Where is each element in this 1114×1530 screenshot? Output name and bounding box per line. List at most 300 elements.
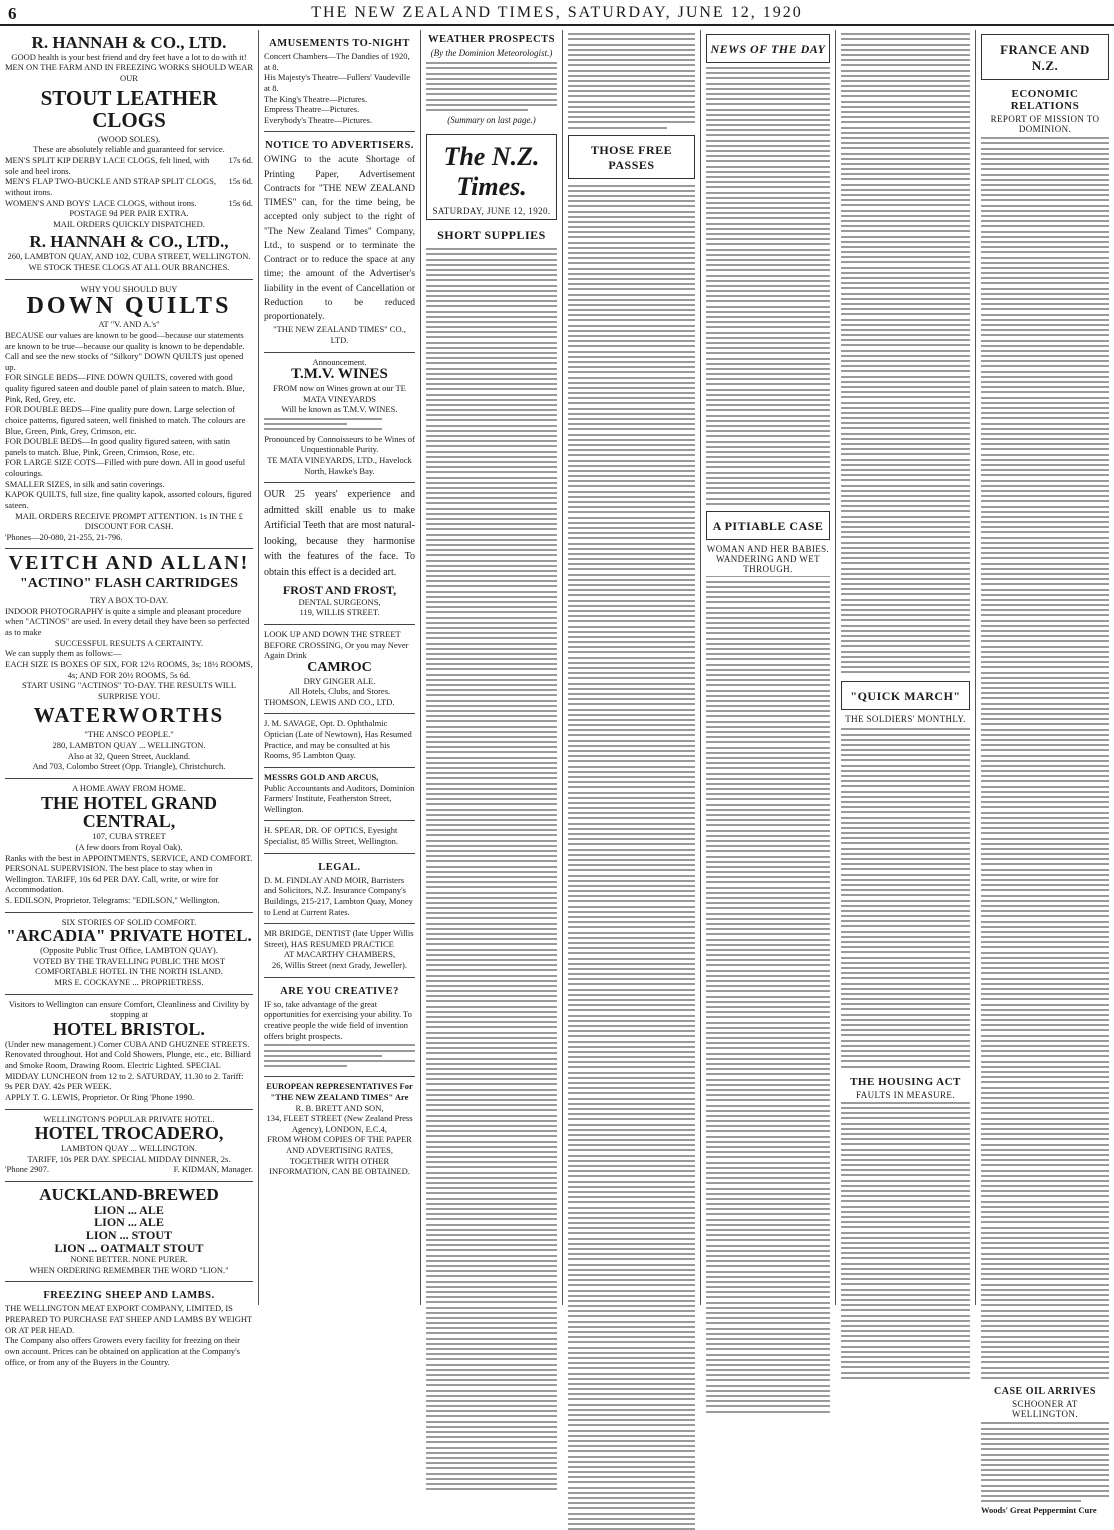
text-line	[426, 1166, 557, 1168]
section-heading: AMUSEMENTS TO-NIGHT	[269, 38, 410, 49]
text-line	[841, 531, 970, 533]
text-line	[426, 67, 557, 69]
text-line	[426, 585, 557, 587]
freezing-sheep-ad	[5, 1282, 253, 1373]
text-line	[981, 1097, 1109, 1099]
text-line	[426, 93, 557, 95]
text-line	[568, 268, 695, 270]
text-line	[981, 158, 1109, 160]
text-line	[981, 609, 1109, 611]
text-line	[981, 542, 1109, 544]
text-line	[568, 283, 695, 285]
text-line	[841, 1309, 970, 1311]
text-line	[568, 823, 695, 825]
text-line	[981, 521, 1109, 523]
text-line	[426, 1104, 557, 1106]
text-line	[841, 106, 970, 108]
text-line	[706, 269, 830, 271]
text-line	[426, 290, 557, 292]
text-lines	[568, 33, 695, 128]
text-line	[841, 251, 970, 253]
text-line	[426, 1063, 557, 1065]
text-line	[841, 645, 970, 647]
text-line	[981, 303, 1109, 305]
text-line	[841, 1008, 970, 1010]
text-line	[426, 829, 557, 831]
text-line	[981, 397, 1109, 399]
ad-text: D. M. FINDLAY AND MOIR, Barristers and Solicitors, N.Z. Insurance Company's Buildings, 215-217, Lambton Quay, Money to Lend at Current Rates.	[264, 874, 413, 917]
text-line	[841, 137, 970, 139]
text-line	[981, 428, 1109, 430]
text-line	[706, 300, 830, 302]
summary-note: (Summary on last page.)	[447, 115, 536, 126]
listing: Everybody's Theatre—Pictures.	[264, 114, 373, 125]
text-line	[981, 1315, 1109, 1317]
text-line	[706, 114, 830, 116]
listing: Empress Theatre—Pictures.	[264, 104, 360, 115]
text-line	[568, 111, 695, 113]
text-line	[841, 153, 970, 155]
text-line	[426, 62, 557, 64]
text-line	[426, 1327, 557, 1329]
text-line	[426, 1452, 557, 1454]
text-line	[568, 1331, 695, 1333]
text-line	[981, 355, 1109, 357]
text-line	[981, 936, 1109, 938]
ad-text: H. SPEAR, DR. OF OPTICS, Eyesight Specialist, 85 Willis Street, Wellington.	[264, 825, 398, 847]
text-line	[841, 1299, 970, 1301]
text-line	[426, 985, 557, 987]
article-subheading: WANDERING AND WET THROUGH.	[715, 554, 821, 574]
text-line	[426, 1270, 557, 1272]
text-line	[706, 197, 830, 199]
text-line	[426, 1343, 557, 1345]
text-line	[706, 166, 830, 168]
text-line	[568, 1487, 695, 1489]
text-line	[426, 814, 557, 816]
text-line	[841, 178, 970, 180]
text-line	[841, 739, 970, 741]
text-line	[841, 433, 970, 435]
text-line	[706, 93, 830, 95]
text-line	[706, 700, 830, 702]
text-line	[568, 527, 695, 529]
text-line	[706, 326, 830, 328]
text-line	[426, 1172, 557, 1174]
text-line	[568, 101, 695, 103]
byline: (By the Dominion Meteorologist.)	[430, 48, 553, 58]
text-line	[426, 907, 557, 909]
text-line	[568, 797, 695, 799]
text-line	[841, 920, 970, 922]
text-line	[706, 1141, 830, 1143]
text-line	[568, 579, 695, 581]
text-line	[841, 1289, 970, 1291]
ad-title: FREEZING SHEEP AND LAMBS.	[43, 1290, 215, 1302]
text-line	[981, 1351, 1109, 1353]
text-line	[426, 1478, 557, 1480]
text-line	[706, 1312, 830, 1314]
text-line	[568, 85, 695, 87]
text-line	[568, 439, 695, 441]
text-line	[426, 954, 557, 956]
text-line	[426, 78, 557, 80]
text-line	[568, 1347, 695, 1349]
text-line	[426, 1410, 557, 1412]
text-line	[841, 671, 970, 673]
text-line	[426, 430, 557, 432]
text-line	[841, 822, 970, 824]
text-line	[981, 1190, 1109, 1192]
text-line	[568, 195, 695, 197]
text-line	[841, 557, 970, 559]
text-line	[841, 796, 970, 798]
text-line	[841, 1200, 970, 1202]
text-line	[426, 1260, 557, 1262]
text-line	[706, 275, 830, 277]
text-line	[568, 1419, 695, 1421]
text-line	[706, 1307, 830, 1309]
text-line	[706, 1203, 830, 1205]
text-line	[568, 1118, 695, 1120]
text-line	[426, 886, 557, 888]
text-line	[706, 1162, 830, 1164]
text-line	[426, 1083, 557, 1085]
text-line	[841, 1304, 970, 1306]
text-line	[568, 812, 695, 814]
text-line	[426, 1006, 557, 1008]
text-line	[706, 1338, 830, 1340]
ad-text: Call and see the new stocks of "Silkory" DOWN QUILTS just opened up.	[5, 351, 244, 372]
text-line	[981, 1356, 1109, 1358]
text-line	[981, 1014, 1109, 1016]
text-line	[568, 325, 695, 327]
text-line	[568, 1238, 695, 1240]
text-line	[568, 205, 695, 207]
text-line	[841, 184, 970, 186]
text-line	[841, 1278, 970, 1280]
text-line	[568, 44, 695, 46]
listing: The King's Theatre—Pictures.	[264, 93, 368, 104]
text-line	[426, 1156, 557, 1158]
text-line	[841, 1102, 970, 1104]
text-line	[426, 980, 557, 982]
text-line	[426, 881, 557, 883]
listing: His Majesty's Theatre—Fullers' Vaudeville at 8.	[264, 72, 411, 93]
text-line	[706, 1089, 830, 1091]
text-line	[706, 824, 830, 826]
text-line	[841, 884, 970, 886]
text-line	[706, 715, 830, 717]
text-line	[568, 371, 695, 373]
text-line	[981, 205, 1109, 207]
text-line	[981, 1227, 1109, 1229]
text-line	[568, 615, 695, 617]
text-line	[841, 946, 970, 948]
text-line	[706, 383, 830, 385]
text-line	[426, 902, 557, 904]
text-line	[426, 617, 557, 619]
text-line	[426, 456, 557, 458]
text-line	[426, 943, 557, 945]
text-line	[706, 124, 830, 126]
text-line	[841, 1180, 970, 1182]
text-line	[426, 279, 557, 281]
text-line	[426, 1467, 557, 1469]
text-line	[568, 1362, 695, 1364]
text-lines	[426, 248, 557, 1490]
text-line	[981, 199, 1109, 201]
text-line	[568, 423, 695, 425]
text-line	[981, 687, 1109, 689]
text-line	[426, 1374, 557, 1376]
text-line	[706, 321, 830, 323]
text-line	[841, 407, 970, 409]
text-line	[426, 777, 557, 779]
text-line	[568, 460, 695, 462]
text-line	[981, 345, 1109, 347]
text-line	[981, 1112, 1109, 1114]
text-line	[841, 759, 970, 761]
text-line	[981, 371, 1109, 373]
text-line	[568, 900, 695, 902]
text-line	[426, 824, 557, 826]
text-line	[981, 1278, 1109, 1280]
section-heading: LEGAL.	[318, 861, 361, 873]
text-line	[981, 983, 1109, 985]
text-line	[706, 944, 830, 946]
ad-text: MR BRIDGE, DENTIST (late Upper Willis Street), HAS RESUMED PRACTICE	[264, 928, 414, 949]
text-lines	[568, 185, 695, 1530]
text-line	[841, 1107, 970, 1109]
text-line	[706, 192, 830, 194]
text-line	[706, 498, 830, 500]
text-line	[426, 1135, 557, 1137]
text-line	[706, 881, 830, 883]
ad-text: Ranks with the best in APPOINTMENTS, SERVICE, AND COMFORT. PERSONAL SUPERVISION. The best place to stay when in Wellington. TARIFF, 10s 6d PER DAY. Call, write, or wire for Accommodation.	[5, 852, 253, 895]
text-line	[841, 168, 970, 170]
text-line	[426, 477, 557, 479]
text-line	[706, 964, 830, 966]
text-line	[568, 200, 695, 202]
text-line	[568, 413, 695, 415]
text-line	[981, 780, 1109, 782]
section-heading: ARE YOU CREATIVE?	[280, 985, 399, 997]
text-line	[841, 230, 970, 232]
text-line	[981, 511, 1109, 513]
text-line	[426, 471, 557, 473]
text-line	[981, 174, 1109, 176]
text-line	[426, 1473, 557, 1475]
text-line	[981, 661, 1109, 663]
text-line	[706, 607, 830, 609]
text-line	[981, 1087, 1109, 1089]
text-line	[706, 492, 830, 494]
text-line	[426, 1229, 557, 1231]
text-line	[568, 470, 695, 472]
text-line	[568, 242, 695, 244]
text-line	[981, 142, 1109, 144]
text-line	[426, 705, 557, 707]
text-line	[981, 1118, 1109, 1120]
text-line	[706, 887, 830, 889]
text-line	[568, 895, 695, 897]
text-line	[426, 1182, 557, 1184]
text-line	[841, 402, 970, 404]
text-line	[841, 842, 970, 844]
text-line	[568, 594, 695, 596]
text-line	[426, 1161, 557, 1163]
text-line	[568, 1124, 695, 1126]
text-line	[981, 900, 1109, 902]
text-line	[568, 543, 695, 545]
ad-text: WELLINGTON'S POPULAR PRIVATE HOTEL.	[43, 1113, 215, 1124]
text-line	[426, 482, 557, 484]
text-line	[426, 1379, 557, 1381]
text-line	[841, 267, 970, 269]
text-line	[426, 1125, 557, 1127]
text-line	[706, 783, 830, 785]
text-line	[841, 744, 970, 746]
text-line	[981, 329, 1109, 331]
text-line	[981, 1454, 1109, 1456]
text-line	[981, 1055, 1109, 1057]
text-line	[841, 158, 970, 160]
text-line	[568, 1258, 695, 1260]
text-line	[426, 513, 557, 515]
ad-title: WATERWORTHS	[33, 703, 225, 728]
hotel-trocadero-ad	[5, 1110, 253, 1182]
text-line	[841, 116, 970, 118]
ad-text: 280, LAMBTON QUAY ... WELLINGTON.	[52, 740, 206, 751]
text-line	[981, 1428, 1109, 1430]
text-line	[426, 1281, 557, 1283]
text-line	[568, 999, 695, 1001]
text-line	[841, 651, 970, 653]
text-line	[568, 345, 695, 347]
ad-title: MESSRS GOLD AND ARCUS,	[264, 771, 379, 782]
text-line	[568, 496, 695, 498]
text-line	[841, 848, 970, 850]
text-line	[426, 399, 557, 401]
text-line	[426, 461, 557, 463]
text-line	[426, 995, 557, 997]
text-line	[706, 347, 830, 349]
text-line	[426, 336, 557, 338]
ad-text: Announcement.	[312, 356, 367, 367]
text-line	[426, 1332, 557, 1334]
text-line	[568, 351, 695, 353]
text-lines	[981, 137, 1109, 1379]
camroc-ad	[264, 625, 415, 714]
text-line	[981, 1438, 1109, 1440]
text-line	[426, 731, 557, 733]
text-line	[841, 132, 970, 134]
text-line	[568, 890, 695, 892]
text-line	[568, 314, 695, 316]
text-line	[706, 280, 830, 282]
text-line	[981, 557, 1109, 559]
text-line	[981, 760, 1109, 762]
text-line	[426, 793, 557, 795]
text-line	[426, 1000, 557, 1002]
text-line	[706, 466, 830, 468]
text-line	[706, 186, 830, 188]
text-line	[568, 1310, 695, 1312]
text-line	[568, 1269, 695, 1271]
page-header	[0, 0, 1114, 26]
text-line	[568, 766, 695, 768]
text-line	[426, 990, 557, 992]
text-line	[841, 1190, 970, 1192]
text-line	[981, 531, 1109, 533]
text-line	[706, 1105, 830, 1107]
text-line	[706, 1260, 830, 1262]
text-line	[426, 269, 557, 271]
hotel-bristol-ad	[5, 995, 253, 1110]
text-line	[981, 957, 1109, 959]
text-line	[981, 267, 1109, 269]
text-line	[568, 734, 695, 736]
text-line	[568, 1315, 695, 1317]
text-line	[981, 801, 1109, 803]
text-line	[568, 958, 695, 960]
text-line	[426, 274, 557, 276]
text-line	[706, 793, 830, 795]
text-line	[426, 1177, 557, 1179]
text-line	[981, 184, 1109, 186]
text-line	[426, 1395, 557, 1397]
text-line	[426, 1120, 557, 1122]
text-line	[568, 875, 695, 877]
text-line	[568, 1087, 695, 1089]
text-line	[568, 1440, 695, 1442]
text-line	[706, 1094, 830, 1096]
text-line	[981, 796, 1109, 798]
text-line	[426, 73, 557, 75]
text-line	[981, 391, 1109, 393]
text-line	[568, 1336, 695, 1338]
text-line	[841, 204, 970, 206]
text-line	[841, 272, 970, 274]
text-line	[706, 378, 830, 380]
text-line	[981, 1154, 1109, 1156]
text-line	[841, 1014, 970, 1016]
text-line	[706, 1219, 830, 1221]
text-line	[568, 1015, 695, 1017]
text-line	[841, 967, 970, 969]
text-line	[981, 1443, 1109, 1445]
text-line	[841, 837, 970, 839]
ad-text: MRS E. COCKAYNE ... PROPRIETRESS.	[54, 977, 204, 988]
text-line	[706, 134, 830, 136]
veitch-allan-ad	[5, 549, 253, 778]
masthead: THE NEW ZEALAND TIMES, SATURDAY, JUNE 12, 1920	[311, 4, 803, 21]
text-line	[426, 502, 557, 504]
text-line	[426, 892, 557, 894]
text-line	[981, 1448, 1109, 1450]
text-line	[981, 251, 1109, 253]
text-line	[706, 798, 830, 800]
text-line	[841, 313, 970, 315]
text-line	[706, 98, 830, 100]
price: 15s 6d.	[228, 176, 253, 187]
text-line	[841, 1143, 970, 1145]
text-line	[841, 1040, 970, 1042]
text-line	[981, 589, 1109, 591]
text-line	[841, 972, 970, 974]
text-line	[841, 189, 970, 191]
